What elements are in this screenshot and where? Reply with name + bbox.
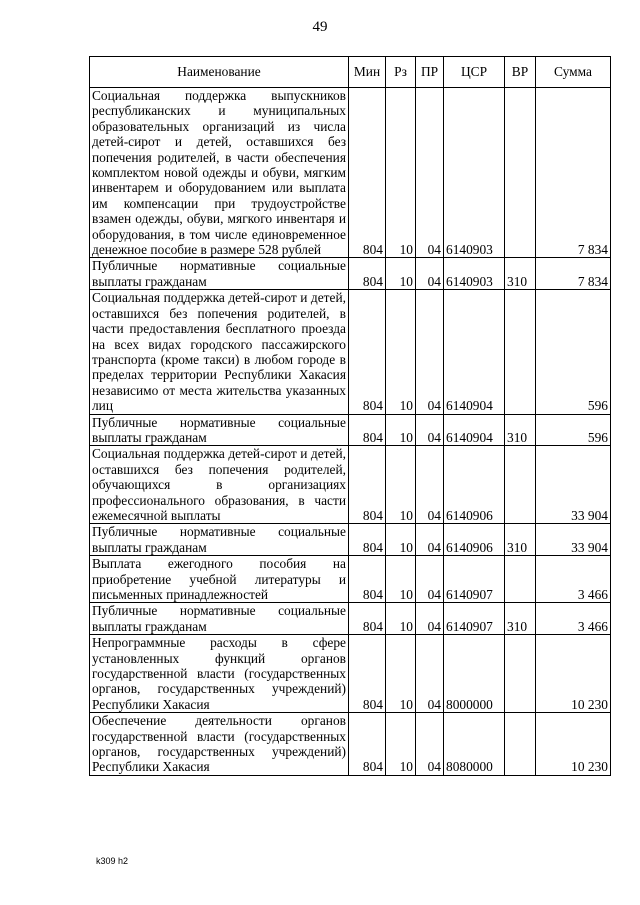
row-csr: 6140906 <box>444 524 505 556</box>
budget-table <box>89 56 611 776</box>
row-sum: 7 834 <box>536 88 611 258</box>
row-vr: 310 <box>505 414 536 446</box>
row-pr: 04 <box>416 446 444 524</box>
row-rz: 10 <box>386 556 416 603</box>
row-sum: 3 466 <box>536 603 611 635</box>
row-name: Непрограммные расходы в сфере установленных функций органов государственной власти (государственных органов, государственных учреждений) Республики Хакасия <box>90 635 349 713</box>
row-csr: 6140907 <box>444 556 505 603</box>
row-pr: 04 <box>416 414 444 446</box>
row-pr: 04 <box>416 258 444 290</box>
row-rz: 10 <box>386 524 416 556</box>
row-vr <box>505 635 536 713</box>
row-pr: 04 <box>416 635 444 713</box>
header-rz: Рз <box>386 57 416 88</box>
table-row <box>90 88 611 258</box>
table-row <box>90 446 611 524</box>
row-sum: 33 904 <box>536 524 611 556</box>
table-row <box>90 524 611 556</box>
row-min: 804 <box>349 635 386 713</box>
row-vr: 310 <box>505 603 536 635</box>
row-name: Публичные нормативные социальные выплаты гражданам <box>90 524 349 556</box>
page-number: 49 <box>312 19 328 35</box>
row-name: Обеспечение деятельности органов государственной власти (государственных органов, государственных учреждений) Республики Хакасия <box>90 713 349 776</box>
row-csr: 6140907 <box>444 603 505 635</box>
row-pr: 04 <box>416 88 444 258</box>
row-vr <box>505 556 536 603</box>
row-name: Социальная поддержка выпускников республиканских и муниципальных образовательных организаций из числа детей-сирот и детей, оставшихся без попечения родителей, в части обеспечения комплектом новой одежды и обуви, мягким инвентарем и оборудованием или выплата им компенсации при трудоустройстве взамен одежды, обуви, мягкого инвентаря и оборудования, в том числе единовременное денежное пособие в размере 528 рублей <box>90 88 349 258</box>
row-sum: 33 904 <box>536 446 611 524</box>
row-sum: 10 230 <box>536 635 611 713</box>
row-sum: 3 466 <box>536 556 611 603</box>
row-min: 804 <box>349 414 386 446</box>
table-row <box>90 290 611 414</box>
row-rz: 10 <box>386 290 416 414</box>
row-pr: 04 <box>416 290 444 414</box>
table-row <box>90 258 611 290</box>
row-name: Социальная поддержка детей-сирот и детей, оставшихся без попечения родителей, обучающихся в организациях профессионального образования, в части ежемесячной выплаты <box>90 446 349 524</box>
row-csr: 6140903 <box>444 258 505 290</box>
row-csr: 6140904 <box>444 414 505 446</box>
row-vr <box>505 713 536 776</box>
row-rz: 10 <box>386 258 416 290</box>
row-name: Социальная поддержка детей-сирот и детей, оставшихся без попечения родителей, в части предоставления бесплатного проезда на всех видах городского пассажирского транспорта (кроме такси) в любом городе в пределах территории Республики Хакасия независимо от места жительства указанных лиц <box>90 290 349 414</box>
row-csr: 6140906 <box>444 446 505 524</box>
row-min: 804 <box>349 603 386 635</box>
row-pr: 04 <box>416 603 444 635</box>
row-rz: 10 <box>386 414 416 446</box>
header-pr: ПР <box>416 57 444 88</box>
header-vr: ВР <box>505 57 536 88</box>
row-vr <box>505 446 536 524</box>
row-name: Публичные нормативные социальные выплаты гражданам <box>90 414 349 446</box>
row-min: 804 <box>349 88 386 258</box>
row-sum: 7 834 <box>536 258 611 290</box>
row-min: 804 <box>349 446 386 524</box>
row-min: 804 <box>349 290 386 414</box>
row-rz: 10 <box>386 88 416 258</box>
row-min: 804 <box>349 713 386 776</box>
row-csr: 8000000 <box>444 635 505 713</box>
row-rz: 10 <box>386 603 416 635</box>
row-rz: 10 <box>386 713 416 776</box>
footer-code: k309 h2 <box>96 856 129 866</box>
row-min: 804 <box>349 524 386 556</box>
header-name: Наименование <box>90 57 349 88</box>
row-vr: 310 <box>505 258 536 290</box>
row-sum: 10 230 <box>536 713 611 776</box>
row-name: Публичные нормативные социальные выплаты гражданам <box>90 258 349 290</box>
table-row <box>90 603 611 635</box>
header-sum: Сумма <box>536 57 611 88</box>
table-row <box>90 713 611 776</box>
row-csr: 6140904 <box>444 290 505 414</box>
table-header-row <box>90 57 611 88</box>
row-sum: 596 <box>536 290 611 414</box>
row-pr: 04 <box>416 524 444 556</box>
row-name: Выплата ежегодного пособия на приобретение учебной литературы и письменных принадлежностей <box>90 556 349 603</box>
row-vr <box>505 290 536 414</box>
row-csr: 8080000 <box>444 713 505 776</box>
row-csr: 6140903 <box>444 88 505 258</box>
row-name: Публичные нормативные социальные выплаты гражданам <box>90 603 349 635</box>
row-sum: 596 <box>536 414 611 446</box>
row-vr <box>505 88 536 258</box>
header-csr: ЦСР <box>444 57 505 88</box>
table-row <box>90 635 611 713</box>
row-min: 804 <box>349 556 386 603</box>
row-pr: 04 <box>416 556 444 603</box>
table-row <box>90 556 611 603</box>
row-rz: 10 <box>386 635 416 713</box>
row-rz: 10 <box>386 446 416 524</box>
row-pr: 04 <box>416 713 444 776</box>
table-row <box>90 414 611 446</box>
row-vr: 310 <box>505 524 536 556</box>
row-min: 804 <box>349 258 386 290</box>
header-min: Мин <box>349 57 386 88</box>
